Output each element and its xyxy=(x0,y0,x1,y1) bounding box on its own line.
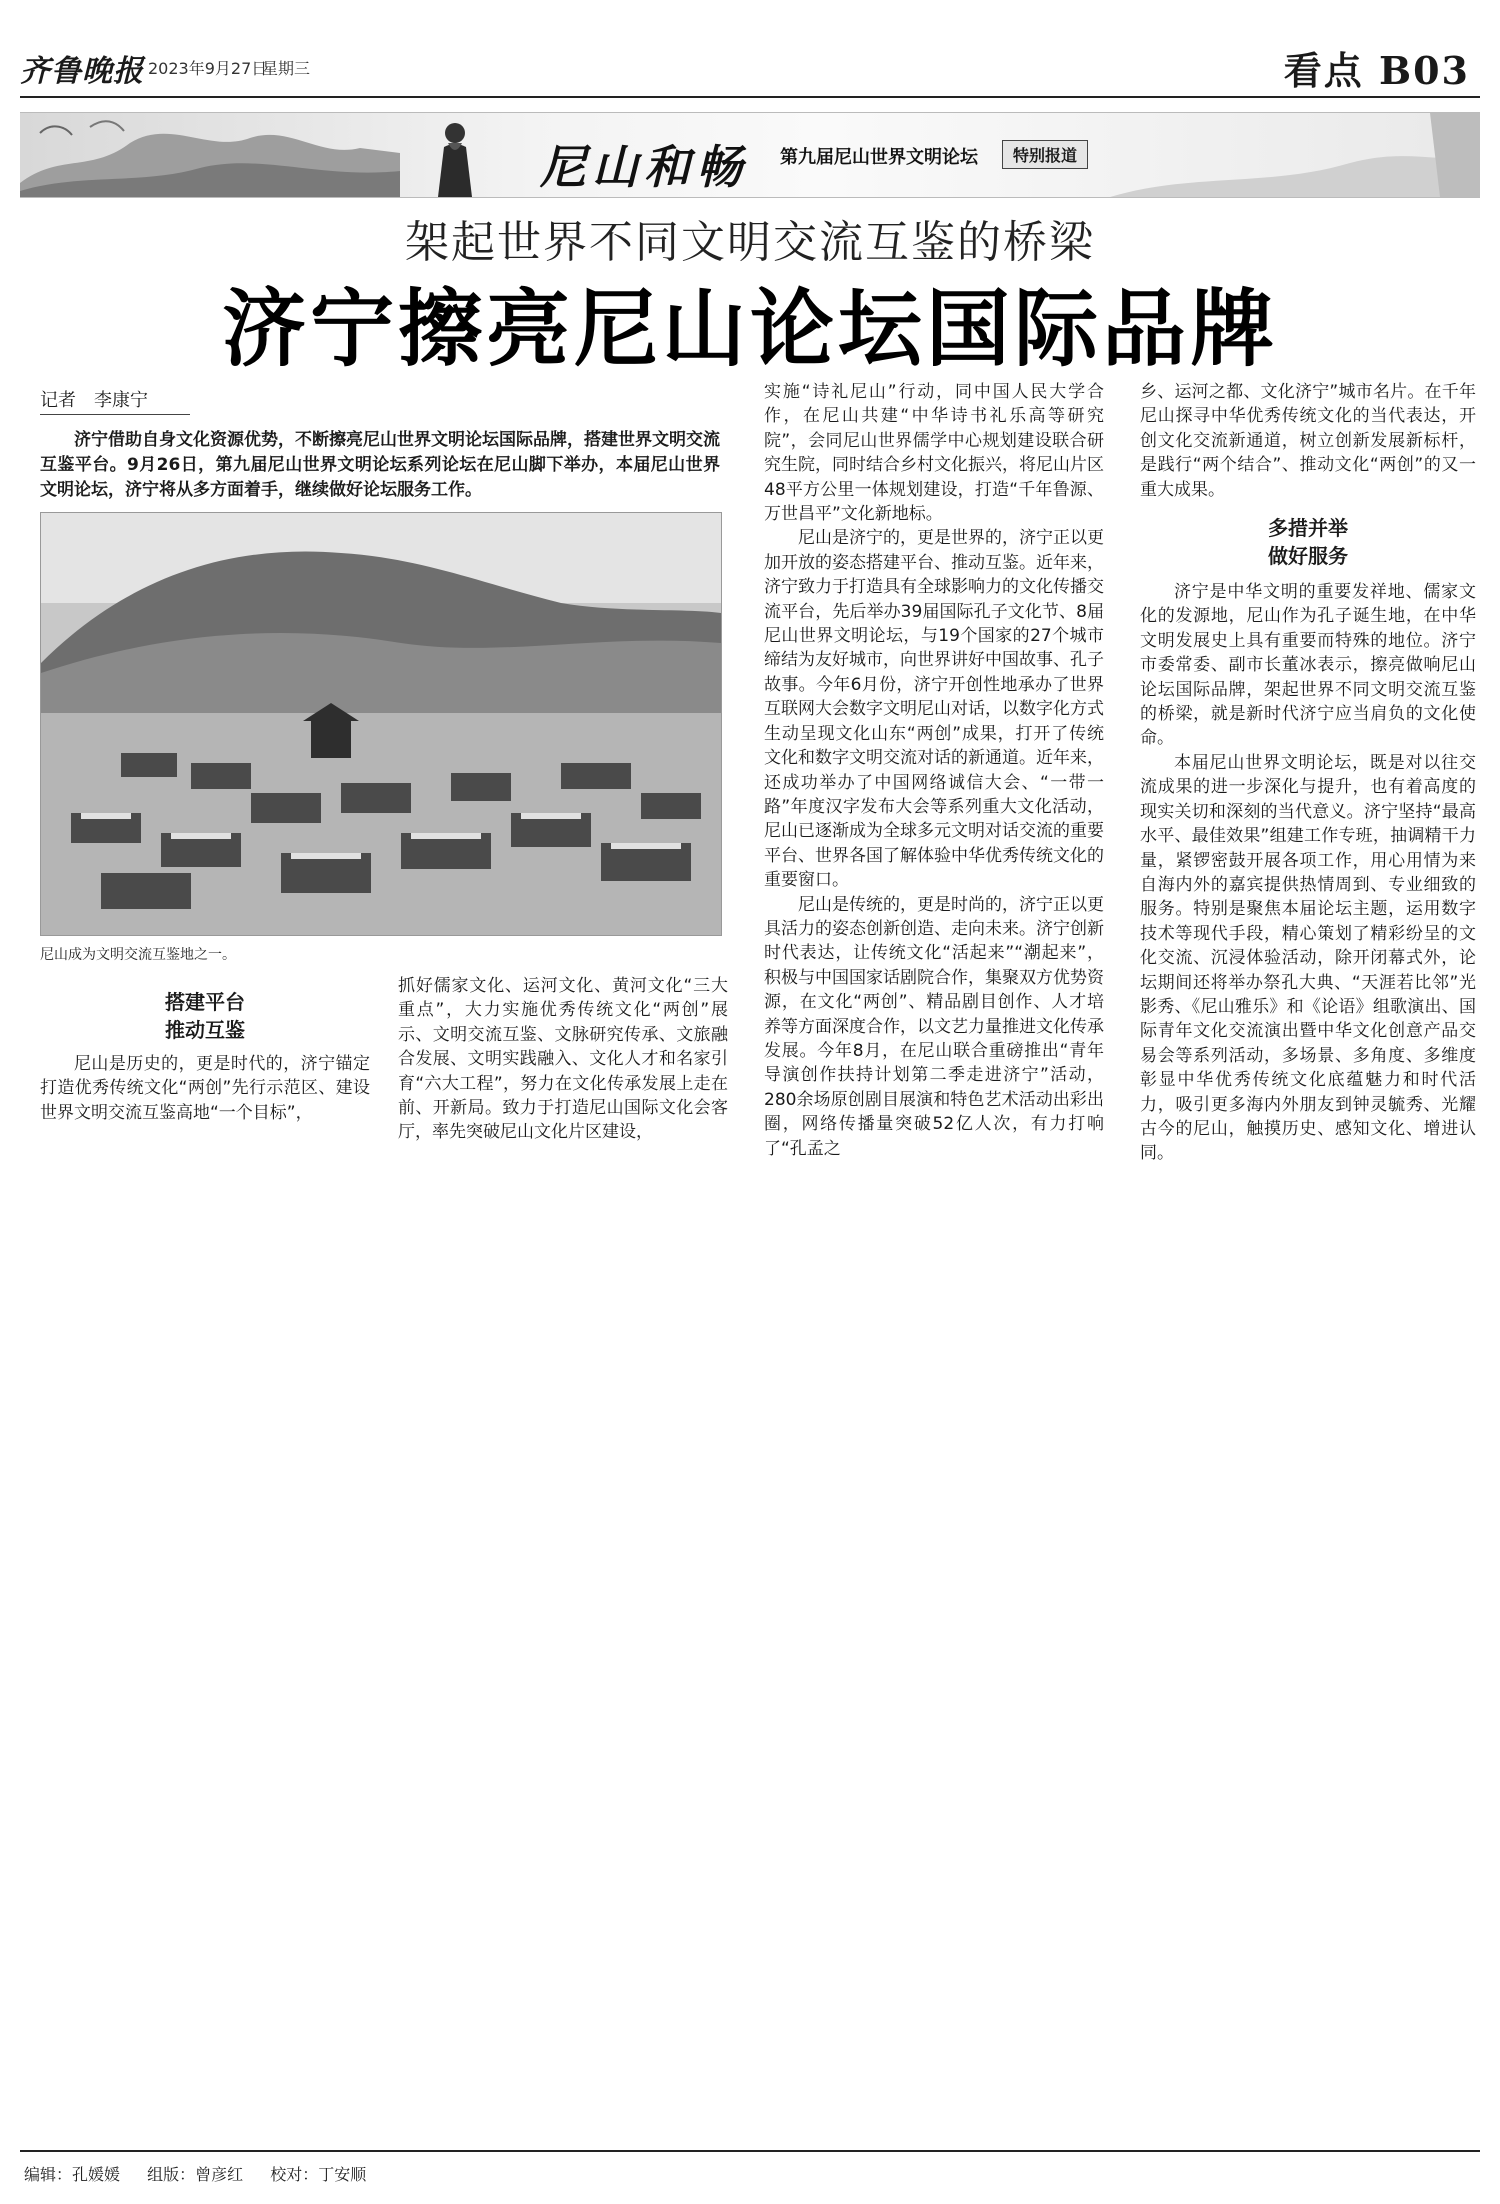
article-lead-paragraph: 济宁借助自身文化资源优势，不断擦亮尼山世界文明论坛国际品牌，搭建世界文明交流互鉴平台。9月26日，第九届尼山世界文明论坛系列论坛在尼山脚下举办，本届尼山世界文明论坛，济宁将从多方面着手，继续做好论坛服务工作。 xyxy=(40,430,720,500)
section-page-label: 看点 B03 xyxy=(1283,48,1470,93)
special-report-badge: 特别报道 xyxy=(1002,140,1088,169)
page-credits xyxy=(24,2162,388,2185)
article-column-4 xyxy=(1140,380,1476,1166)
paragraph: 尼山是历史的，更是时代的，济宁锚定打造优秀传统文化“两创”先行示范区、建设世界文明交流互鉴高地“一个目标”， xyxy=(40,1054,370,1123)
paragraph: 乡、运河之都、文化济宁”城市名片。在千年尼山探寻中华优秀传统文化的当代表达，开创文化交流新通道，树立创新发展新标杆，是践行“两个结合”、推动文化“两创”的又一重大成果。 xyxy=(1140,382,1476,500)
column-banner xyxy=(20,112,1480,198)
aerial-village-image xyxy=(41,513,721,935)
landscape-ink-illustration xyxy=(20,113,400,197)
paragraph: 本届尼山世界文明论坛，既是对以往交流成果的进一步深化与提升，也有着高度的现实关切和深刻的当代意义。济宁坚持“最高水平、最佳效果”组建工作专班，抽调精干力量，紧锣密鼓开展各项工作，用心用情为来自海内外的嘉宾提供热情周到、专业细致的服务。特别是聚焦本届论坛主题，运用数字技术等现代手段，精心策划了精彩纷呈的文化交流、沉浸体验活动，除开闭幕式外，论坛期间还将举办祭孔大典、“天涯若比邻”光影秀、《尼山雅乐》和《论语》组歌演出、国际青年文化交流演出暨中华文化创意产品交易会等系列活动，多场景、多角度、多维度彰显中华优秀传统文化底蕴魅力和时代活力，吸引更多海内外朋友到钟灵毓秀、光耀古今的尼山，触摸历史、感知文化、增进认同。 xyxy=(1140,752,1476,1164)
banner-forum-name: 第九届尼山世界文明论坛 xyxy=(780,147,978,168)
article-column-3 xyxy=(764,380,1104,1161)
paragraph: 尼山是济宁的，更是世界的，济宁正以更加开放的姿态搭建平台、推动互鉴。近年来，济宁致力于打造具有全球影响力的文化传播交流平台，先后举办39届国际孔子文化节、8届尼山世界文明论坛，与19个国家的27个城市缔结为友好城市，向世界讲好中国故事、孔子故事。今年6月份，济宁开创性地承办了世界互联网大会数字文明尼山对话，以数字化方式生动呈现文化山东“两创”成果，打开了传统文化和数字文明交流对话的新通道。近年来，还成功举办了中国网络诚信大会、“一带一路”年度汉字发布大会等系列重大文化活动，尼山已逐渐成为全球多元文明对话交流的重要平台、世界各国了解体验中华优秀传统文化的重要窗口。 xyxy=(764,528,1104,891)
article-column-2 xyxy=(398,974,728,1145)
paragraph: 抓好儒家文化、运河文化、黄河文化“三大重点”，大力实施优秀传统文化“两创”展示、文明交流互鉴、文脉研究传承、文旅融合发展、文明实践融入、文化人才和名家引育“六大工程”，努力在文化传承发展上走在前、开新局。致力于打造尼山国际文化会客厅，率先突破尼山文化片区建设， xyxy=(398,976,728,1143)
article-headline: 济宁擦亮尼山论坛国际品牌 xyxy=(221,279,1278,378)
paragraph: 实施“诗礼尼山”行动，同中国人民大学合作，在尼山共建“中华诗书礼乐高等研究院”，会同尼山世界儒学中心规划建设联合研究生院，同时结合乡村文化振兴，将尼山片区48平方公里一体规划建设，打造“千年鲁源、万世昌平”文化新地标。 xyxy=(764,382,1104,525)
photo-caption: 尼山成为文明交流互鉴地之一。 xyxy=(40,947,236,963)
article-byline: 记者 李康宁 xyxy=(40,390,148,411)
newspaper-brand: 齐鲁晚报 xyxy=(20,54,144,89)
issue-date: 2023年9月27日 xyxy=(148,59,268,78)
section-subhead-2-line2: 做好服务 xyxy=(1268,544,1348,569)
nishan-village-photo xyxy=(40,512,722,936)
article-column-1 xyxy=(40,988,370,1125)
article-subtitle: 架起世界不同文明交流互鉴的桥梁 xyxy=(405,217,1095,268)
section-subhead-2: 多措并举 xyxy=(1268,516,1348,541)
banner-decoration xyxy=(1110,113,1480,197)
section-subhead-1-line2: 推动互鉴 xyxy=(165,1018,245,1042)
masthead-divider xyxy=(20,96,1480,98)
paragraph: 尼山是传统的，更是时尚的，济宁正以更具活力的姿态创新创造、走向未来。济宁创新时代表达，让传统文化“活起来”“潮起来”，积极与中国国家话剧院合作，集聚双方优势资源，在文化“两创”、精品剧目创作、人才培养等方面深度合作，以文艺力量推进文化传承发展。今年8月，在尼山联合重磅推出“青年导演创作扶持计划第二季走进济宁”活动，280余场原创剧目展演和特色艺术活动出彩出圈，网络传播量突破52亿人次，有力打响了“孔孟之 xyxy=(764,894,1104,1159)
paragraph: 济宁是中华文明的重要发祥地、儒家文化的发源地，尼山作为孔子诞生地，在中华文明发展史上具有重要而特殊的地位。济宁市委常委、副市长董冰表示，擦亮做响尼山论坛国际品牌，架起世界不同文明交流互鉴的桥梁，就是新时代济宁应当肩负的文化使命。 xyxy=(1140,582,1476,749)
issue-weekday: 星期三 xyxy=(262,59,311,78)
proofreader-credit: 校对：丁安顺 xyxy=(270,2165,367,2184)
editor-credit: 编辑：孔媛媛 xyxy=(24,2165,121,2184)
layout-credit: 组版：曾彦红 xyxy=(147,2165,244,2184)
banner-calligraphy-title: 尼山和畅 xyxy=(540,140,748,194)
byline-divider xyxy=(40,414,190,415)
confucius-figure-icon xyxy=(420,117,490,197)
section-subhead-1: 搭建平台 xyxy=(165,990,245,1014)
footer-divider xyxy=(20,2150,1480,2152)
